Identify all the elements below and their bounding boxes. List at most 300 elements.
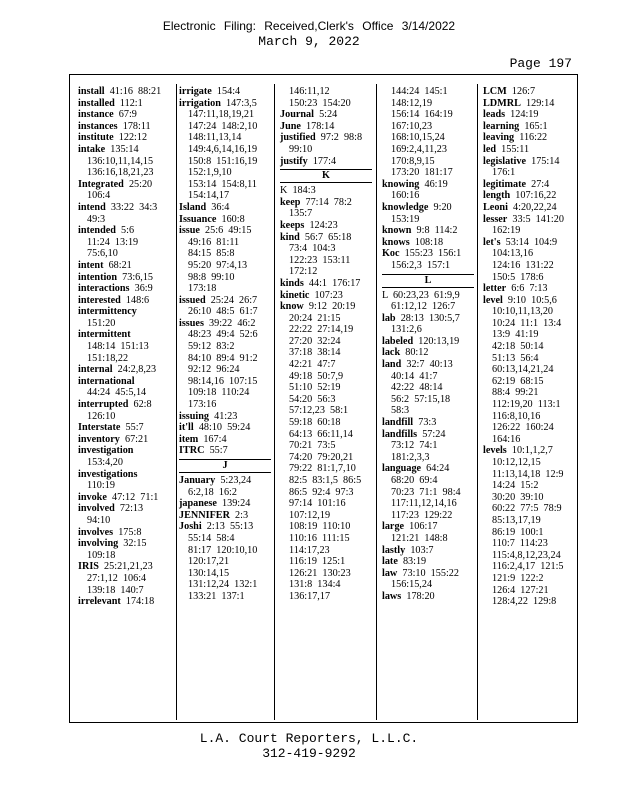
- index-entry-continuation: [483, 306, 575, 318]
- index-term: IRIS: [78, 561, 99, 573]
- page-line-refs: 150:23 154:20: [289, 97, 351, 109]
- index-entry: [382, 463, 474, 475]
- page-line-refs: 13:9 41:19: [492, 329, 539, 341]
- index-term: level: [483, 294, 503, 306]
- page-line-refs: 108:19 110:10: [289, 521, 351, 533]
- page-line-refs: 39:22 46:2: [209, 317, 256, 329]
- index-term: international: [78, 375, 135, 387]
- page-line-refs: 154:14,17: [188, 190, 230, 202]
- page-line-refs: 151:20: [87, 317, 116, 329]
- page-line-refs: 6:6 7:13: [511, 283, 548, 295]
- page-line-refs: 9:8 114:2: [416, 225, 458, 237]
- index-term: LCM: [483, 86, 507, 97]
- page-line-refs: 122:12: [118, 132, 148, 144]
- index-entry-continuation: [280, 324, 372, 336]
- index-entry-continuation: [280, 521, 372, 533]
- page-line-refs: 75:6,10: [87, 248, 118, 260]
- index-entry: [483, 144, 575, 156]
- index-entry: [179, 445, 271, 457]
- index-entry: [483, 156, 575, 168]
- index-entry: [179, 521, 271, 533]
- page-line-refs: 26:10 48:5 61:7: [188, 306, 258, 318]
- index-term: kinetic: [280, 289, 310, 301]
- page-line-refs: 153:19: [391, 213, 420, 225]
- index-entry-continuation: [280, 382, 372, 394]
- page-line-refs: 25:20: [128, 178, 153, 190]
- page-line-refs: 173:18: [188, 283, 217, 295]
- index-entry-continuation: [280, 510, 372, 522]
- page-line-refs: 49:16 81:11: [188, 236, 240, 248]
- page-line-refs: 95:20 97:4,13: [188, 259, 248, 271]
- page-line-refs: 27:4: [531, 178, 550, 190]
- page-line-refs: 11:24 13:19: [87, 236, 139, 248]
- index-term: investigations: [78, 468, 138, 480]
- page-line-refs: 133:21 137:1: [188, 590, 245, 602]
- index-term: June: [280, 120, 301, 132]
- transcript-date: March 9, 2022: [258, 34, 360, 49]
- page-line-refs: 36:4: [211, 201, 230, 213]
- page-line-refs: 181:2,3,3: [391, 451, 430, 463]
- index-term: January: [179, 475, 216, 486]
- reporter-phone: 312-419-9292: [262, 746, 356, 761]
- index-entry-continuation: [179, 545, 271, 557]
- column-divider: [274, 84, 275, 720]
- index-term: internal: [78, 364, 113, 376]
- page-line-refs: 170:8,9,15: [391, 155, 435, 167]
- index-entry: [382, 313, 474, 325]
- index-entry: [382, 417, 474, 429]
- index-entry-continuation: [483, 527, 575, 539]
- index-entry-continuation: [280, 533, 372, 545]
- page-line-refs: 67:21: [124, 433, 149, 445]
- index-entry-continuation: [179, 283, 271, 295]
- page-line-refs: 59:12 83:2: [188, 341, 235, 353]
- index-entry-continuation: [483, 538, 575, 550]
- index-term: knows: [382, 236, 410, 248]
- page-line-refs: 116:19 125:1: [289, 556, 346, 568]
- page-line-refs: 114:17,23: [289, 544, 330, 556]
- index-entry: [78, 132, 170, 144]
- index-term: JENNIFER: [179, 509, 230, 521]
- index-entry-continuation: [179, 591, 271, 603]
- page-line-refs: 152:1,9,10: [188, 167, 232, 179]
- index-term: involved: [78, 503, 115, 515]
- index-entry-continuation: [280, 556, 372, 568]
- page-line-refs: 168:10,15,24: [391, 132, 445, 144]
- index-entry-continuation: [179, 376, 271, 388]
- page-line-refs: 82:5 83:1,5 86:5: [289, 475, 362, 486]
- page-line-refs: 172:12: [289, 266, 318, 278]
- page-line-refs: 74:20 79:20,21: [289, 451, 354, 463]
- index-entry-continuation: [483, 492, 575, 504]
- index-entry-continuation: [382, 214, 474, 226]
- page-line-refs: 79:22 81:1,7,10: [289, 463, 356, 475]
- index-entry-continuation: [382, 167, 474, 179]
- page-line-refs: 54:20 56:3: [289, 393, 336, 405]
- page-line-refs: 42:22 48:14: [391, 382, 443, 394]
- index-entry: [78, 202, 170, 214]
- index-term: justify: [280, 155, 308, 167]
- index-entry: [382, 568, 474, 580]
- index-entry-continuation: [280, 405, 372, 417]
- index-entry-continuation: [382, 533, 474, 545]
- index-entry: [78, 538, 170, 550]
- page-line-refs: 148:11,13,14: [188, 132, 242, 144]
- index-entry: [179, 225, 271, 237]
- index-term: Leoni: [483, 201, 508, 213]
- index-term: intent: [78, 259, 104, 271]
- page-line-refs: 11:13,14,18 12:9: [492, 468, 564, 480]
- page-line-refs: 88:4 99:21: [492, 387, 539, 399]
- index-term: issuing: [179, 410, 210, 422]
- page-line-refs: 62:8: [133, 399, 152, 411]
- page-line-refs: 135:14: [110, 143, 139, 155]
- page-line-refs: 77:14 78:2: [305, 196, 352, 208]
- page-line-refs: 48:10 59:24: [198, 422, 251, 434]
- index-term: intake: [78, 143, 106, 155]
- index-entry: [280, 109, 372, 121]
- index-entry-continuation: [280, 86, 372, 98]
- index-entry-continuation: [78, 318, 170, 330]
- page-line-refs: 84:15 85:8: [188, 248, 235, 260]
- page-line-refs: 110:19: [87, 480, 115, 492]
- index-entry: [382, 347, 474, 359]
- index-entry: [280, 156, 372, 168]
- index-entry-continuation: [78, 214, 170, 226]
- index-entry-continuation: [483, 434, 575, 446]
- index-entry-continuation: [78, 167, 170, 179]
- page-line-refs: 10:10,11,13,20: [492, 306, 554, 318]
- index-entry: [483, 295, 575, 307]
- index-entry: [78, 98, 170, 110]
- index-entry-continuation: [382, 86, 474, 98]
- index-entry-continuation: [280, 208, 372, 220]
- index-entry-continuation: [483, 503, 575, 515]
- page-line-refs: 22:22 27:14,19: [289, 324, 354, 336]
- page-line-refs: 46:19: [424, 178, 448, 190]
- page-line-refs: 25:24 26:7: [210, 294, 258, 306]
- index-entry: [483, 237, 575, 249]
- index-entry: [280, 132, 372, 144]
- index-entry: [382, 336, 474, 348]
- index-term: interrupted: [78, 399, 129, 411]
- index-term: LDMRL: [483, 97, 521, 109]
- page-line-refs: 126:10: [87, 410, 116, 422]
- page-line-refs: 64:24: [426, 463, 450, 475]
- index-term: involving: [78, 538, 119, 550]
- page-line-refs: 155:23 156:1: [404, 248, 462, 260]
- page-line-refs: 136:17,17: [289, 590, 331, 602]
- index-term: landfills: [382, 428, 418, 440]
- index-entry-continuation: [78, 411, 170, 423]
- index-entry: [382, 202, 474, 214]
- index-term: interactions: [78, 283, 130, 295]
- page-line-refs: 151:18,22: [87, 352, 129, 364]
- index-column-4: [382, 86, 474, 603]
- index-entry-continuation: [280, 243, 372, 255]
- index-entry: [483, 121, 575, 133]
- index-entry: [280, 197, 372, 209]
- page-line-refs: 62:19 68:15: [492, 375, 544, 387]
- page-line-refs: 147:24 148:2,10: [188, 120, 258, 132]
- index-entry-continuation: [78, 156, 170, 168]
- index-entry-continuation: [78, 190, 170, 202]
- index-entry: [78, 144, 170, 156]
- index-entry-continuation: [179, 248, 271, 260]
- page-line-refs: 106:17: [409, 521, 438, 533]
- page-line-refs: 51:13 56:4: [492, 352, 539, 364]
- index-entry: [280, 278, 372, 290]
- page-line-refs: 59:18 60:18: [289, 417, 341, 429]
- index-entry: [78, 492, 170, 504]
- page-line-refs: 144:24 145:1: [391, 86, 448, 97]
- index-entry-continuation: [78, 237, 170, 249]
- index-entry-continuation: [179, 487, 271, 499]
- page-line-refs: 28:13 130:5,7: [400, 312, 460, 324]
- page-line-refs: 98:14,16 107:15: [188, 375, 258, 387]
- page-line-refs: 98:8 99:10: [188, 271, 235, 283]
- index-term: legitimate: [483, 178, 526, 190]
- page-line-refs: 116:22: [519, 132, 548, 144]
- index-term: intention: [78, 271, 118, 283]
- page-line-refs: 173:20 181:17: [391, 167, 453, 179]
- index-entry-continuation: [280, 394, 372, 406]
- index-term: irrigation: [179, 97, 221, 109]
- index-entry-continuation: [280, 498, 372, 510]
- index-entry-continuation: [78, 585, 170, 597]
- index-entry: [78, 295, 170, 307]
- page-line-refs: 97:14 101:16: [289, 498, 346, 510]
- page-line-refs: 162:19: [492, 225, 521, 237]
- index-term: invoke: [78, 491, 107, 503]
- index-entry: [179, 202, 271, 214]
- index-entry-continuation: [280, 371, 372, 383]
- page-line-refs: 24:2,8,23: [117, 364, 157, 376]
- index-entry-continuation: [280, 579, 372, 591]
- index-term: Joshi: [179, 521, 202, 533]
- index-term: led: [483, 143, 497, 155]
- index-entry: [78, 86, 170, 98]
- page-line-refs: 41:16 88:21: [109, 86, 162, 97]
- index-entry-continuation: [483, 318, 575, 330]
- page-line-refs: L 60:23,23 61:9,9: [382, 289, 460, 301]
- page-line-refs: 9:20: [433, 201, 452, 213]
- index-entry: [179, 498, 271, 510]
- column-divider: [176, 84, 177, 720]
- index-entry: [483, 98, 575, 110]
- page-line-refs: 73:6,15: [122, 271, 154, 283]
- page-line-refs: 55:14 58:4: [188, 532, 235, 544]
- page-line-refs: 84:10 89:4 91:2: [188, 352, 258, 364]
- index-entry-continuation: [382, 301, 474, 313]
- page-line-refs: 148:14 151:13: [87, 341, 149, 353]
- page-line-refs: 107:23: [314, 289, 343, 301]
- page-line-refs: 169:2,4,11,23: [391, 143, 447, 155]
- index-entry: [78, 376, 170, 388]
- page-number: Page 197: [509, 56, 572, 71]
- index-term: installed: [78, 97, 115, 109]
- page-line-refs: 178:20: [406, 590, 435, 602]
- page-line-refs: 108:18: [414, 236, 444, 248]
- index-term: lack: [382, 347, 401, 359]
- index-entry: [78, 445, 170, 457]
- page-line-refs: 167:4: [203, 433, 227, 445]
- index-entry-continuation: [179, 387, 271, 399]
- index-term: justified: [280, 132, 316, 144]
- index-entry: [483, 445, 575, 457]
- page-line-refs: 40:14 41:7: [391, 370, 438, 382]
- index-term: law: [382, 567, 398, 579]
- page-line-refs: 9:12 20:19: [308, 301, 356, 313]
- page-line-refs: 150:5 178:6: [492, 271, 544, 283]
- index-entry: [382, 179, 474, 191]
- index-entry-continuation: [179, 144, 271, 156]
- index-entry-continuation: [483, 364, 575, 376]
- index-entry: [78, 364, 170, 376]
- index-entry: [179, 86, 271, 98]
- index-entry: [483, 132, 575, 144]
- page-line-refs: 126:22 160:24: [492, 422, 554, 434]
- index-entry: [179, 510, 271, 522]
- page-line-refs: 53:14 104:9: [505, 236, 558, 248]
- index-entry: [382, 429, 474, 441]
- index-entry-continuation: [179, 579, 271, 591]
- index-entry-continuation: [382, 382, 474, 394]
- page-line-refs: 80:12: [405, 347, 429, 359]
- page-line-refs: 27:20 32:24: [289, 335, 341, 347]
- page-line-refs: 156:2,3 157:1: [391, 259, 451, 271]
- page-line-refs: 155:11: [501, 143, 530, 155]
- index-entry-continuation: [382, 405, 474, 417]
- index-entry-continuation: [280, 144, 372, 156]
- index-entry-continuation: [382, 498, 474, 510]
- index-entry: [78, 109, 170, 121]
- index-term: institute: [78, 132, 114, 144]
- index-term: item: [179, 433, 199, 445]
- page-line-refs: 130:14,15: [188, 567, 230, 579]
- index-entry-continuation: [280, 487, 372, 499]
- page-line-refs: 30:20 39:10: [492, 491, 544, 503]
- page-line-refs: 135:7: [289, 208, 313, 220]
- index-entry: [179, 434, 271, 446]
- page-line-refs: 128:4,22 129:8: [492, 596, 557, 608]
- index-term: Island: [179, 201, 207, 213]
- page-line-refs: 58:3: [391, 405, 410, 417]
- index-term: late: [382, 556, 398, 568]
- page-line-refs: 167:10,23: [391, 120, 433, 132]
- index-entry-continuation: [382, 475, 474, 487]
- page-line-refs: 94:10: [87, 514, 111, 526]
- index-entry-continuation: [78, 353, 170, 365]
- page-line-refs: 136:16,18,21,23: [87, 167, 154, 179]
- index-entry: [78, 260, 170, 272]
- index-term: Interstate: [78, 422, 121, 434]
- reporter-company: L.A. Court Reporters, L.L.C.: [199, 731, 419, 746]
- index-term: Issuance: [179, 213, 217, 225]
- index-entry-continuation: [382, 371, 474, 383]
- index-entry-continuation: [382, 109, 474, 121]
- index-term: intended: [78, 225, 116, 237]
- page-line-refs: 70:23 71:1 98:4: [391, 486, 461, 498]
- page-line-refs: 6:2,18 16:2: [188, 486, 237, 498]
- page-line-refs: 177:4: [312, 155, 337, 167]
- index-term: levels: [483, 445, 507, 457]
- index-entry-continuation: [483, 561, 575, 573]
- index-entry: [179, 411, 271, 423]
- index-term: intermittent: [78, 329, 131, 341]
- index-entry: [78, 503, 170, 515]
- index-entry: [280, 301, 372, 313]
- index-entry-continuation: [179, 237, 271, 249]
- page-line-refs: 124:16 131:22: [492, 259, 554, 271]
- page-line-refs: 85:13,17,19: [492, 514, 541, 526]
- index-entry-continuation: [280, 440, 372, 452]
- index-term: language: [382, 463, 422, 475]
- page-line-refs: 68:20 69:4: [391, 475, 438, 486]
- index-term: intend: [78, 201, 106, 213]
- index-entry: [382, 359, 474, 371]
- index-term: instance: [78, 109, 114, 121]
- index-entry: [78, 329, 170, 341]
- page-line-refs: 2:3: [235, 509, 249, 521]
- page-line-refs: 120:17,21: [188, 556, 230, 568]
- page-line-refs: 97:2 98:8: [320, 132, 363, 144]
- index-term: irrelevant: [78, 596, 121, 608]
- page-line-refs: 83:19: [402, 556, 427, 568]
- index-term: issued: [179, 294, 206, 306]
- page-line-refs: 73:12 74:1: [391, 440, 438, 452]
- index-entry-continuation: [280, 347, 372, 359]
- index-entry: [179, 98, 271, 110]
- index-entry-continuation: [483, 480, 575, 492]
- page-line-refs: 10:24 11:1 13:4: [492, 317, 562, 329]
- index-column-1: [78, 86, 170, 608]
- index-term: length: [483, 190, 511, 202]
- index-entry: [382, 225, 474, 237]
- index-entry-continuation: [483, 411, 575, 423]
- index-entry-continuation: [78, 573, 170, 585]
- column-divider: [477, 84, 478, 720]
- page-line-refs: 110:16 111:15: [289, 532, 350, 544]
- index-entry: [382, 237, 474, 249]
- index-entry-continuation: [382, 132, 474, 144]
- index-entry-continuation: [483, 248, 575, 260]
- index-term: lab: [382, 312, 396, 324]
- page-line-refs: 110:7 114:23: [492, 538, 548, 550]
- index-entry-continuation: [280, 591, 372, 603]
- section-letter-header: L: [382, 274, 474, 288]
- index-term: ITRC: [179, 445, 205, 457]
- index-entry-continuation: [483, 422, 575, 434]
- index-term: instances: [78, 120, 118, 132]
- page-line-refs: 126:21 130:23: [289, 567, 351, 579]
- index-entry: [179, 214, 271, 226]
- page-line-refs: 92:12 96:24: [188, 364, 240, 376]
- page-line-refs: 164:16: [492, 433, 521, 445]
- page-line-refs: 5:24: [319, 109, 338, 121]
- page-line-refs: 25:21,21,23: [104, 561, 153, 573]
- index-entry: [280, 121, 372, 133]
- page-line-refs: 107:16,22: [515, 190, 557, 202]
- index-term: japanese: [179, 498, 217, 510]
- page-line-refs: 33:5 141:20: [512, 213, 564, 225]
- index-entry: [280, 232, 372, 244]
- index-entry-continuation: [382, 324, 474, 336]
- page-line-refs: 41:23: [214, 410, 238, 422]
- page-line-refs: 160:16: [391, 190, 420, 202]
- page-line-refs: 174:18: [125, 596, 155, 608]
- page-line-refs: 104:13,16: [492, 248, 534, 260]
